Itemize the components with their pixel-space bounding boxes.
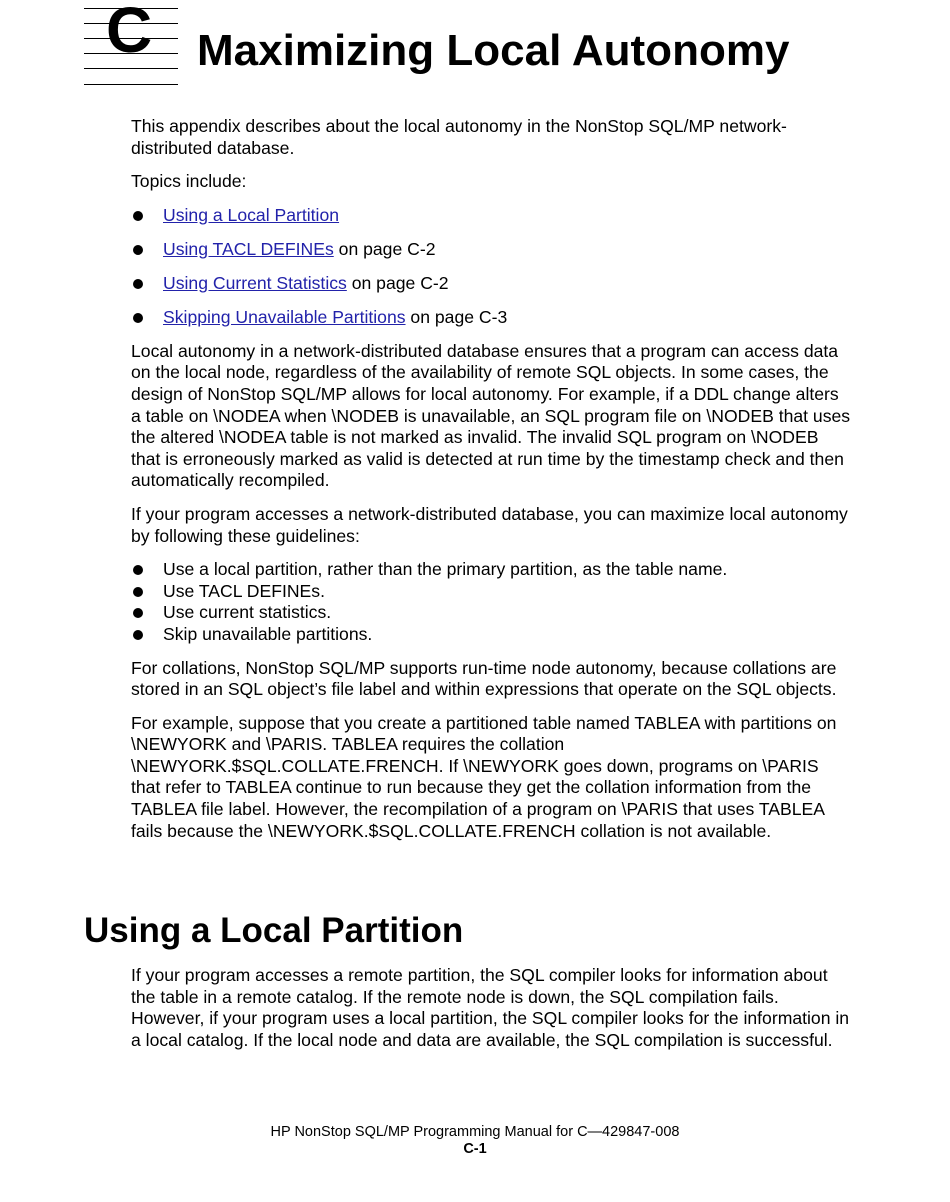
list-item <box>131 205 851 226</box>
guideline-text: Use a local partition, rather than the primary partition, as the table name. <box>163 559 728 580</box>
topics-label: Topics include: <box>131 171 247 192</box>
topic-link-skipping-partitions[interactable]: Skipping Unavailable Partitions <box>163 306 406 327</box>
guideline-text: Use TACL DEFINEs. <box>163 580 325 601</box>
chapter-badge <box>84 0 178 86</box>
topic-page-ref: on page C-2 <box>346 272 449 293</box>
list-item <box>131 581 851 603</box>
badge-rule <box>84 68 178 69</box>
list-item <box>131 559 851 581</box>
page-footer <box>0 1124 950 1158</box>
intro-paragraph: This appendix describes about the local autonomy in the NonStop SQL/MP network-distributed database. <box>131 116 787 158</box>
badge-rule <box>84 84 178 85</box>
body-paragraph: If your program accesses a network-distributed database, you can maximize local autonomy by following these guidelines: <box>131 503 848 546</box>
bullet-icon <box>133 565 143 575</box>
chapter-content <box>131 116 851 854</box>
bullet-icon <box>133 587 143 597</box>
body-paragraph: Local autonomy in a network-distributed database ensures that a program can access data on the local node, regardless of the availability of remote SQL objects. In some cases, the design of NonStop SQL/MP allows for local autonomy. For example, if a DDL change alters a table on \NODEA when \NODEB is unavailable, an SQL program file on \NODEB that uses the altered \NODEA table is not marked as invalid. The invalid SQL program on \NODEB that is erroneously marked as valid is detected at run time by the timestamp check and then automatically recompiled. <box>131 340 851 491</box>
section-body: If your program accesses a remote partition, the SQL compiler looks for information about the table in a remote catalog. If the remote node is down, the SQL compilation fails. However, if your program uses a local partition, the SQL compiler looks for the information in a local catalog. If the local node and data are available, the SQL compilation is successful. <box>131 965 850 1050</box>
bullet-icon <box>133 630 143 640</box>
chapter-title: Maximizing Local Autonomy <box>197 26 790 75</box>
list-item <box>131 239 851 260</box>
body-paragraph: For collations, NonStop SQL/MP supports run-time node autonomy, because collations are stored in an SQL object’s file label and within expressions that operate on the SQL objects. <box>131 657 837 700</box>
list-item <box>131 273 851 294</box>
guideline-text: Use current statistics. <box>163 602 332 623</box>
page-number: C-1 <box>463 1141 487 1157</box>
section-title: Using a Local Partition <box>84 911 464 950</box>
list-item <box>131 624 851 646</box>
bullet-icon <box>133 313 143 323</box>
topic-link-local-partition[interactable]: Using a Local Partition <box>163 204 340 225</box>
guideline-text: Skip unavailable partitions. <box>163 623 373 644</box>
bullet-icon <box>133 245 143 255</box>
body-paragraph: For example, suppose that you create a partitioned table named TABLEA with partitions on \NEWYORK and \PARIS. TABLEA requires the collation \NEWYORK.$SQL.COLLATE.FRENCH. If \NEWYORK goes down, programs on \PARIS that refer to TABLEA continue to run because they get the collation information from the TABLEA file label. However, the recompilation of a program on \PARIS that uses TABLEA fails because the \NEWYORK.$SQL.COLLATE.FRENCH collation is not available. <box>131 712 837 841</box>
topic-link-tacl-defines[interactable]: Using TACL DEFINEs <box>163 238 334 259</box>
list-item <box>131 602 851 624</box>
bullet-icon <box>133 211 143 221</box>
bullet-icon <box>133 279 143 289</box>
topic-page-ref: on page C-3 <box>405 306 508 327</box>
bullet-icon <box>133 608 143 618</box>
list-item <box>131 307 851 328</box>
topics-list <box>131 205 851 328</box>
guidelines-list <box>131 559 851 645</box>
footer-manual-title: HP NonStop SQL/MP Programming Manual for C—429847-008 <box>270 1124 680 1140</box>
chapter-letter: C <box>106 0 153 66</box>
topic-page-ref: on page C-2 <box>333 238 436 259</box>
topic-link-current-statistics[interactable]: Using Current Statistics <box>163 272 347 293</box>
